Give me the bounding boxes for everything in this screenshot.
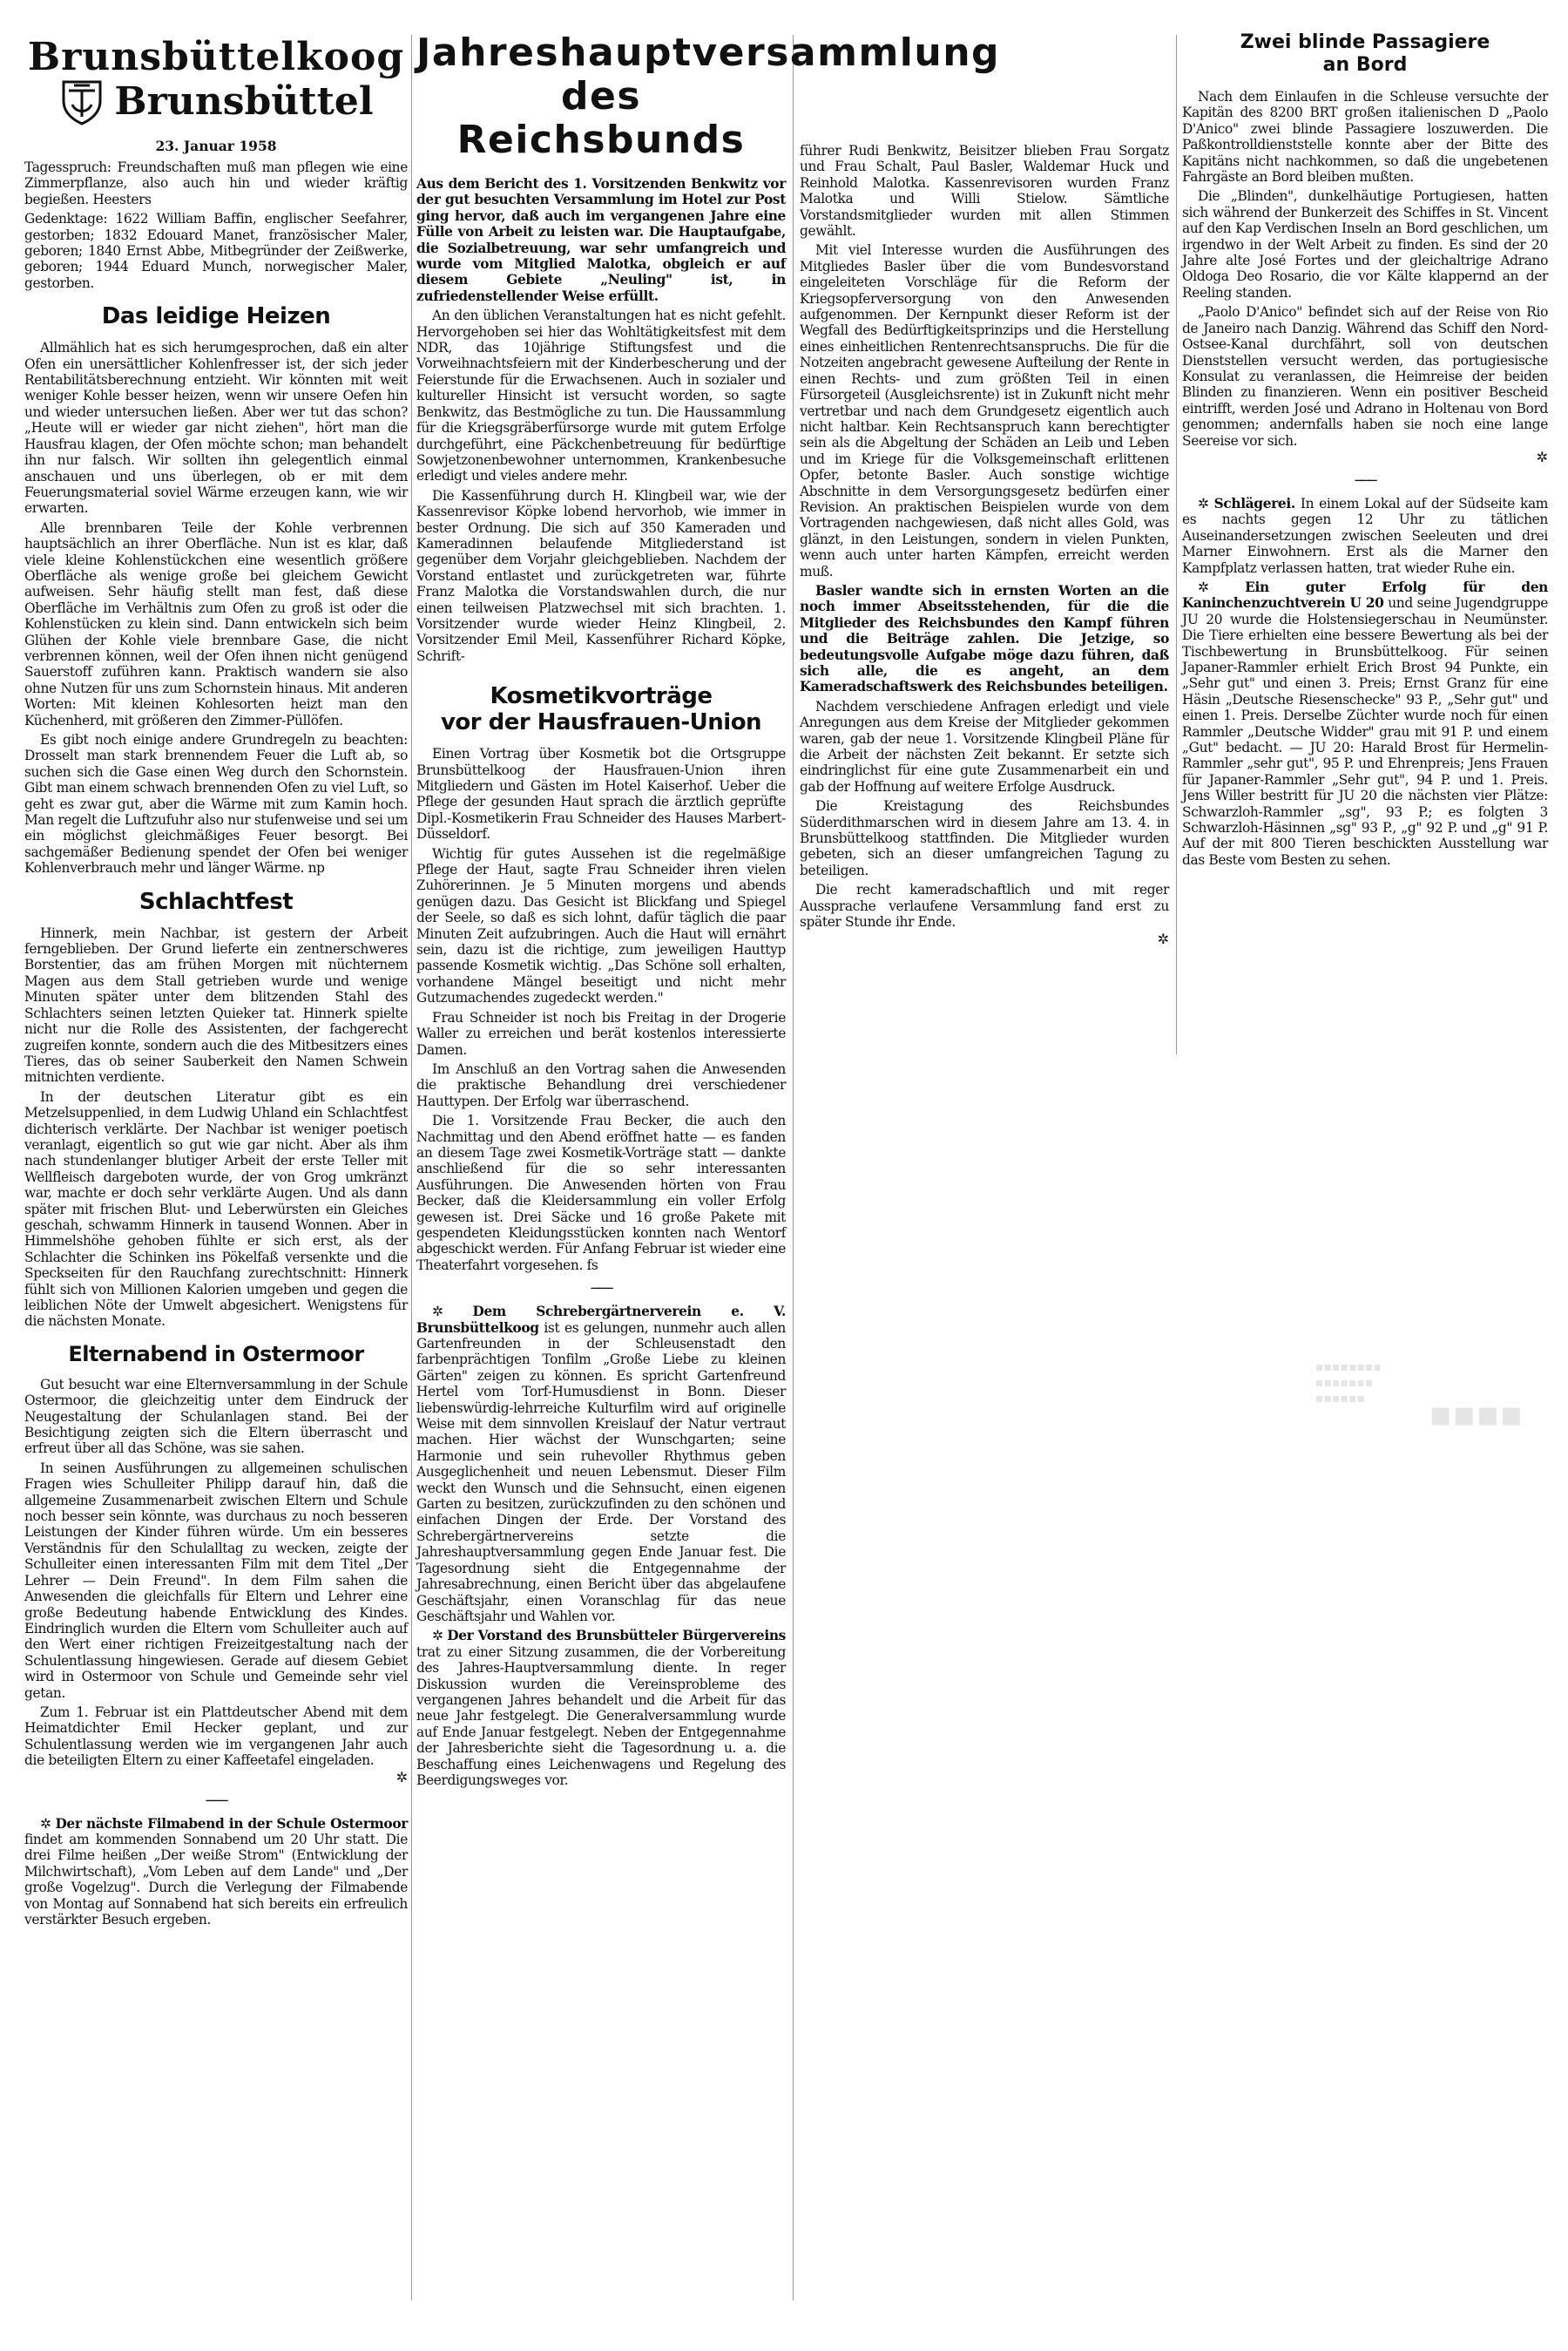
lead-buergerverein: Der Vorstand des Brunsbütteler Bürgervereins [447, 1628, 786, 1644]
paragraph: In der deutschen Literatur gibt es ein Metzelsuppenlied, in dem Ludwig Uhland ein Schlachtfest dichterisch verklärte. Der Nachbar ist weniger poetisch veranlagt, eigentlich so gut wie gar nicht. Aber als ihm nach stundenlanger blutiger Arbeit der erste Teller mit Wellfleisch dargeboten wurde, der von Grog umkränzt war, machte er doch sehr verklärte Augen. Und als dann später mit frischen Blut- und Leberwürsten ein Gleiches geschah, schwamm Hinnerk in tausend Wonnen. Aber in Himmelshöhe gehoben fühlte er sich erst, als der Schlachter die Schinken ins Pökelfaß versenkte und die Speckseiten für den Rauchfang zurechtschnitt: Hinnerk fühlt sich von Millionen Kalorien umgeben und gegen die leiblichen Nöte der Umwelt abgesichert. Wenigstens für die nächsten Monate. [24, 1088, 408, 1330]
masthead-subtitle: Brunsbüttel [114, 79, 374, 124]
star-ornament-icon: ✲ [395, 1768, 408, 1785]
article-title-schlachtfest: Schlachtfest [139, 888, 294, 915]
text-schlaegerei: In einem Lokal auf der Südseite kam es nachts gegen 12 Uhr zu tätlichen Auseinandersetzungen zwischen Seeleuten und drei Marner Einwohnern. Erst als die Marner den Kampfplatz verlassen hatten, trat wieder Ruhe ein. [1182, 495, 1549, 576]
column-divider [793, 35, 794, 2300]
article-title-heizen: Das leidige Heizen [101, 303, 331, 330]
text-buergerverein: trat zu einer Sitzung zusammen, die der Vorbereitung des Jahres-Hauptversammlung diente. In reger Diskussion wurden die Vereinsprobleme des vergangenen Jahres behandelt und die Arbeit für das neue Jahr festgelegt. Die Generalversammlung wurde auf Ende Januar festgelegt. Neben der Entgegennahme der Jahresberichte sieht die Tagesordnung u. a. die Beschaffung eines Leichenwagens und Regelung des Beerdigungsweges vor. [416, 1643, 786, 1788]
paragraph: Die „Blinden", dunkelhäutige Portugiesen, hatten sich während der Bunkerzeit des Schiffes in St. Vincent auf den Kap Verdischen Inseln an Bord geschlichen, um irgendwo in der Welt Arbeit zu finden. Es sind der 20 Jahre alte José Fortes und der gleichaltrige Adrano Oldoga Deo Rosario, die vor Kälte klappernd an der Reeling standen. [1182, 188, 1548, 301]
column-reichsbund-continued [800, 143, 1169, 952]
bleed-through-artifact: ▪▪▪▪▪▪▪▪ ▪▪▪▪▪▪▪ ▪▪▪▪▪▪ [1315, 1360, 1382, 1406]
paragraph-kaninchen: ✲ Ein guter Erfolg für den Kaninchenzuchtverein U 20 und seine Jugendgruppe JU 20 wurde die Holstensiegerschau in Neumünster. Die Tiere erhielten eine bessere Bewertung als bei der Tischbewertung in Brunsbüttelkoog. Für seinen Japaner-Rammler erhielt Erich Brost 94 Punkte, ein „Sehr gut" und einen 3. Preis; Ernst Granz für eine Häsin „Deutsche Riesenschecke" 93 P., „Sehr gut" und einen 1. Preis. Derselbe Züchter wurde noch für einen Rammler „Deutsche Widder" grau mit 91 P. und einem „Gut" bedacht. — JU 20: Harald Brost für Hermelin-Rammler „sehr gut", 95 P. und Ehrenpreis; Jens Frauen für Japaner-Rammler „Sehr gut", 94 P. und 1. Preis. Jens Willer bestritt für JU 20 die nächsten vier Plätze: Schwarzloh-Rammler „sg", 93 P.; es folgten 3 Schwarzloh-Häsinnen „sg" 93 P., „g" 92 P. und „g" 91 P. Auf der mit 800 Tieren beschickten Ausstellung war das Beste vom Besten zu sehen. [1182, 579, 1548, 868]
paragraph: Die Kassenführung durch H. Klingbeil war, wie der Kassenrevisor Köpke lobend hervorhob, wie immer in bester Ordnung. Die sich auf 350 Kameraden und Kameradinnen belaufende Mitgliederstand ist gegenüber dem Vorjahr gleichgeblieben. Nachdem der Vorstand entlastet und zurückgetreten war, führte Franz Malotka die Vorstandswahlen durch, die nur einen teilweisen Platzwechsel mit sich brachten. 1. Vorsitzender wurde wieder Heinz Klingbeil, 2. Vorsitzender Emil Meil, Kassenführer Richard Köpke, Schrift- [416, 487, 786, 664]
paragraph: führer Rudi Benkwitz, Beisitzer blieben Frau Sorgatz und Frau Schalt, Paul Basler, Waldemar Huck und Reinhold Malotka. Kassenrevisoren wurden Franz Malotka und Willi Stielow. Sämtliche Vorstandsmitglieder wurden mit allen Stimmen gewählt. [800, 143, 1169, 240]
column-local-news [24, 31, 408, 1931]
text-kaninchen: und seine Jugendgruppe JU 20 wurde die Holstensiegerschau in Neumünster. Die Tiere erhielten eine bessere Bewertung als bei der Tischbewertung in Brunsbüttelkoog. Für seinen Japaner-Rammler erhielt Erich Brost 94 Punkte, ein „Sehr gut" und einen 3. Preis; Ernst Granz für eine Häsin „Deutsche Riesenschecke" 93 P., „Sehr gut" und einen 1. Preis. Derselbe Züchter wurde noch für einen Rammler „Deutsche Widder" grau mit 91 P. und einem „Gut" bedacht. — JU 20: Harald Brost für Hermelin-Rammler „sehr gut", 95 P. und Ehrenpreis; Jens Frauen für Japaner-Rammler „Sehr gut", 94 P. und 1. Preis. Jens Willer bestritt für JU 20 die nächsten vier Plätze: Schwarzloh-Rammler „sg", 93 P.; es folgten 3 Schwarzloh-Häsinnen „sg" 93 P., „g" 92 P. und „g" 91 P. Auf der mit 800 Tieren beschickten Ausstellung war das Beste vom Besten zu sehen. [1182, 595, 1548, 868]
paragraph: Zum 1. Februar ist ein Plattdeutscher Abend mit dem Heimatdichter Emil Hecker geplant, und zur Schulentlassung werden wie im vergangenen Jahr auch die beteiligten Eltern zu einer Kaffeetafel eingeladen. [24, 1704, 408, 1769]
star-ornament-icon: ✲ [1536, 448, 1548, 465]
paragraph: Die recht kameradschaftlich und mit reger Aussprache verlaufene Versammlung fand erst zu später Stunde ihr Ende. [800, 882, 1169, 931]
separator-ornament-icon: ─── [591, 1280, 612, 1297]
paragraph: Mit viel Interesse wurden die Ausführungen des Mitgliedes Basler über die vom Bundesvorstand eingeleiteten Vorschläge für die Reform der Kriegsopferversorgung von den Anwesenden aufgenommen. Der Kernpunkt dieser Reform ist der Wegfall des Bedürftigkeitsprinzips und die Herstellung eines einheitlichen Rentenrechtsanspruchs. Die für die Notzeiten angebracht gewesene Aufteilung der Rente in einen Rechts- und zum größten Teil in einen Fürsorgeteil (Ausgleichsrente) ist in Zukunft nicht mehr vertretbar und nach dem Grundgesetz eigentlich auch nicht haltbar. Kein Rechtsanspruch kann berechtigter sein als die Abgeltung der Schäden an Leib und Leben und im Kriege für die Volksgemeinschaft erlittenen Opfer, betonte Basler. Auch sonstige wichtige Abschnitte in dem Versorgungsgesetz bedürfen einer Revision. An praktischen Beispielen wurde von dem Vortragenden nachgewiesen, daß nicht alles Gold, was glänzt, in den Leistungen, sondern in vielen Punkten, wenn auch unter harten Kämpfen, erreicht werden muß. [800, 242, 1169, 579]
paragraph: An den üblichen Veranstaltungen hat es nicht gefehlt. Hervorgehoben sei hier das Wohltätigkeitsfest mit dem NDR, das 10jährige Stiftungsfest und die Vorweihnachtsfeiern mit der Kinderbescherung und der Feierstunde für die Erwachsenen. Auch in sozialer und kultureller Hinsicht ist versucht worden, so sagte Benkwitz, das Bestmögliche zu tun. Die Haussammlung für die Kriegsgräberfürsorge wurde mit gutem Erfolge durchgeführt, eine Päckchenbetreuung für bedürftige Sowjetzonenbewohner unternommen, Krankenbesuche erledigt und vieles andere mehr. [416, 308, 786, 484]
star-ornament-icon: ✲ [1157, 930, 1169, 947]
article-title-passagiere [1182, 31, 1548, 77]
article-title-kosmetik [416, 683, 786, 735]
passagiere-title-line1: Zwei blinde Passagiere [1240, 31, 1490, 53]
paragraph: Allmählich hat es sich herumgesprochen, daß ein alter Ofen ein unersättlicher Kohlenfresser ist, der sich jeder Rentabilitätsberechnung entzieht. Wir könnten mit weit weniger Kohle besser heizen, wenn wir unsere Oefen hin und wieder untersuchen ließen. Aber wer tut das schon? „Heute will er wieder gar nicht ziehen", hört man die Hausfrau klagen, der Ofen möchte schon; man behandelt ihn nur falsch. Wir sollten ihn gelegentlich einmal anschauen und uns überlegen, ob er mit dem Feuerungsmaterial soviel Wärme erzeugen kann, wie wir erwarten. [24, 340, 408, 517]
paragraph: Es gibt noch einige andere Grundregeln zu beachten: Drosselt man stark brennendem Feuer die Luft ab, so suchen sich die Gase einen Weg durch den Schornstein. Gibt man einem schwach brennenden Ofen zu viel Luft, so geht es zwar gut, aber die Wärme mit zum Kamin hoch. Man regelt die Luftzufuhr also nur stufenweise und sei um ein möglichst gleichmäßiges Feuer besorgt. Bei sachgemäßer Bedienung spendet der Ofen bei weniger Kohlenverbrauch mehr und länger Wärme. np [24, 732, 408, 877]
paragraph: Die Kreistagung des Reichsbundes Süderdithmarschen wird in diesem Jahre am 13. 4. in Brunsbüttelkoog stattfinden. Die Mitglieder wurden gebeten, sich an dieser umfangreichen Tagung zu beteiligen. [800, 798, 1169, 878]
kosmetik-title-line1: Kosmetikvorträge [490, 683, 713, 710]
gedenktage: Gedenktage: 1622 William Baffin, englischer Seefahrer, gestorben; 1832 Edouard Manet, französischer Maler, geboren; 1840 Ernst Abbe, Mitbegründer der Zeißwerke, geboren; 1944 Eduard Munch, norwegischer Maler, gestorben. [24, 211, 408, 291]
bold-paragraph: Basler wandte sich in ernsten Worten an die noch immer Abseitsstehenden, für die die Mitglieder des Reichsbundes den Kampf führen und die Beiträge zahlen. Die Jetzige, so bedeutungsvolle Aufgabe möge dazu führen, daß sich alle, die es angeht, an dem Kameradschaftswerk des Reichsbundes beteiligen. [800, 582, 1169, 695]
paragraph-schreber: ✲ Dem Schrebergärtnerverein e. V. Brunsbüttelkoog ist es gelungen, nunmehr auch allen Gartenfreunden in der Schleusenstadt den farbenprächtigen Tonfilm „Große Liebe zu kleinen Gärten" zeigen zu können. Es spricht Gartenfreund Hertel vom Torf-Humusdienst in Bonn. Dieser liebenswürdig-lehrreiche Kulturfilm wird auf originelle Weise mit dem sinnvollen Kreislauf der Natur vertraut machen. Hier wächst der Wunschgarten; seine Harmonie und sein ruhevoller Rhythmus geben Ausgeglichenheit und neuen Lebensmut. Dieser Film weckt den Wunsch und die Sehnsucht, einen eigenen Garten zu besitzen, zurückzufinden zu den schönen und einfachen Dingen der Erde. Der Vorstand des Schrebergärtnervereins setzte die Jahreshauptversammlung gegen Ende Januar fest. Die Tagesordnung sieht die Entgegennahme der Jahresabrechnung, einen Bericht über das abgelaufene Geschäftsjahr, einen Voranschlag für das neue Geschäftsjahr und Wahlen vor. [416, 1304, 787, 1624]
column-divider [411, 35, 412, 2300]
paragraph: „Paolo D'Anico" befindet sich auf der Reise von Rio de Janeiro nach Danzig. Während das Schiff den Nord-Ostsee-Kanal durchfährt, soll von deutschen Dienststellen versucht werden, das portugiesische Konsulat zu veranlassen, die Heimreise der beiden Blinden zu finanzieren. Wenn ein positiver Bescheid eintrifft, werden José und Adrano in Holtenau von Bord genommen; andernfalls haben sie noch eine lange Seereise vor sich. [1182, 304, 1548, 449]
lead-paragraph: Aus dem Bericht des 1. Vorsitzenden Benkwitz vor der gut besuchten Versammlung im Hotel zur Post ging hervor, daß auch im vergangenen Jahre eine Fülle von Arbeit zu leisten war. Die Hauptaufgabe, die Sozialbetreuung, war sehr umfangreich und wurde vom Mitglied Malotka, obgleich er auf diesem Gebiete „Neuling" ist, in zufriedenstellender Weise erfüllt. [416, 176, 786, 304]
main-headline-line1: Jahreshauptversammlung [416, 30, 1001, 75]
paragraph-schlaegerei: ✲ Schlägerei. In einem Lokal auf der Südseite kam es nachts gegen 12 Uhr zu tätlichen Auseinandersetzungen zwischen Seeleuten und drei Marner Einwohnern. Erst als die Marner den Kampfplatz verlassen hatten, trat wieder Ruhe ein. [1182, 495, 1549, 576]
tagesspruch: Tagesspruch: Freundschaften muß man pflegen wie eine Zimmerpflanze, also auch hin und wieder kräftig begießen. Heesters [24, 159, 408, 207]
paragraph-filmabend: ✲ Der nächste Filmabend in der Schule Ostermoor findet am kommenden Sonnabend um 20 Uhr statt. Die drei Filme heißen „Der weiße Strom" (Entwicklung der Milchwirtschaft), „Vom Leben auf dem Lande" und „Der große Vogelzug". Durch die Verlegung der Filmabende von Montag auf Sonnabend hat sich bereits ein erfreulich verstärkter Besuch ergeben. [24, 1815, 408, 1928]
paragraph: Im Anschluß an den Vortrag sahen die Anwesenden die praktische Behandlung drei verschiedener Hauttypen. Der Erfolg war überraschend. [416, 1060, 786, 1109]
separator-ornament-icon: ─── [1355, 471, 1375, 489]
separator-ornament-icon: ─── [206, 1792, 226, 1809]
paragraph: Nachdem verschiedene Anfragen erledigt und viele Anregungen aus dem Kreise der Mitglieder gekommen waren, gab der neue 1. Vorsitzende Klingbeil Pläne für die Arbeit der nächsten Zeit bekannt. Er setzte sich eindringlichst für eine gute Zusammenarbeit ein und gab der Hoffnung auf weitere Erfolge Ausdruck. [800, 698, 1169, 795]
paragraph: Die 1. Vorsitzende Frau Becker, die auch den Nachmittag und den Abend eröffnet hatte — es fanden an diesem Tage zwei Kosmetik-Vorträge statt — dankte anschließend für die so sehr interessanten Ausführungen. Die Anwesenden hörten von Frau Becker, daß die Kleidersammlung ein voller Erfolg gewesen ist. Drei Säcke und 16 große Pakete mit gespendeten Kleidungsstücken konnten nach Wentorf abgeschickt werden. Für Anfang Februar ist wieder eine Theaterfahrt vorgesehen. fs [416, 1113, 787, 1273]
masthead-title: Brunsbüttelkoog [27, 35, 405, 79]
paragraph: Alle brennbaren Teile der Kohle verbrennen hauptsächlich an ihrer Oberfläche. Nun ist es klar, daß viele kleine Kohlenstückchen eine wesentlich größere Oberfläche als wenige große bei gleichem Gewicht aufweisen. Sehr häufig stellt man fest, daß diese Oberfläche im Verhältnis zum Ofen zu groß ist oder die Kohlenstücken zu klein sind. Dann entwickeln sich beim Glühen der Kohle viele brennbare Gase, die nicht verbrennen können, weil der Ofen ihnen nicht genügend Sauerstoff zuführen kann. Praktisch wandern sie also ohne Nutzen für uns zum Schornstein hinaus. Mit anderen Worten: Mit kleinen Kohlesorten heizt man den Küchenherd, mit größeren den Zimmer-Püllöfen. [24, 519, 408, 728]
paragraph-buergerverein: ✲ Der Vorstand des Brunsbütteler Bürgervereins trat zu einer Sitzung zusammen, die der Vorbereitung des Jahres-Hauptversammlung diente. In reger Diskussion wurden die Vereinsprobleme des vergangenen Jahres behandelt und die Arbeit für das neue Jahr festgelegt. Die Generalversammlung wurde auf Ende Januar festgelegt. Neben der Entgegennahme der Jahresberichte sieht die Tagesordnung u. a. die Beschaffung eines Leichenwagens und Regelung des Beerdigungsweges vor. [416, 1628, 786, 1788]
lead-schlaegerei: Schlägerei. [1213, 495, 1295, 512]
text-schreber: ist es gelungen, nunmehr auch allen Gartenfreunden in der Schleusenstadt den farbenprächtigen Tonfilm „Große Liebe zu kleinen Gärten" zeigen zu können. Es spricht Gartenfreund Hertel vom Torf-Humusdienst in Bonn. Dieser liebenswürdig-lehrreiche Kulturfilm wird auf originelle Weise mit dem sinnvollen Kreislauf der Natur vertraut machen. Hier wächst der Wunschgarten; seine Harmonie und sein ruhevoller Rhythmus geben Ausgeglichenheit und neuen Lebensmut. Dieser Film weckt den Wunsch und die Sehnsucht, einen eigenen Garten zu besitzen, zurückzufinden zu den schönen und einfachen Dingen der Erde. Der Vorstand des Schrebergärtnervereins setzte die Jahreshauptversammlung gegen Ende Januar fest. Die Tagesordnung sieht die Entgegennahme der Jahresabrechnung, einen Bericht über das abgelaufene Geschäftsjahr, einen Voranschlag für das neue Geschäftsjahr und Wahlen vor. [416, 1319, 786, 1624]
paragraph: In seinen Ausführungen zu allgemeinen schulischen Fragen wies Schulleiter Philipp darauf hin, daß die allgemeine Zusammenarbeit zwischen Eltern und Schule noch besser sein könnte, was durchaus zu noch besseren Leistungen der Kinder führen würde. Um ein besseres Verständnis für den Schulalltag zu wecken, zeigte der Schulleiter einen interessanten Film mit dem Titel „Der Lehrer — Dein Freund". In dem Film sahen die Anwesenden die gleichfalls für Eltern und Lehrer eine große Bedeutung habende Entwicklung des Kindes. Eindringlich wurden die Eltern vom Schulleiter auch auf den Wert einer richtigen Freizeitgestaltung nach der Schulentlassung hingewiesen. Gerade auf diesem Gebiet wird in Ostermoor von Schule und Gemeinde sehr viel getan. [24, 1460, 408, 1701]
lead-schreber: Dem Schrebergärtnerverein e. V. Brunsbüttelkoog [416, 1304, 787, 1336]
column-passagiere [1182, 31, 1548, 871]
main-headline-line2: des Reichsbunds [456, 74, 746, 162]
paragraph: Frau Schneider ist noch bis Freitag in der Drogerie Waller zu erreichen und berät kostenlos interessierte Damen. [416, 1009, 786, 1058]
text-filmabend: findet am kommenden Sonnabend um 20 Uhr statt. Die drei Filme heißen „Der weiße Strom" (Entwicklung der Milchwirtschaft), „Vom Leben auf dem Lande" und „Der große Vogelzug". Durch die Verlegung der Filmabende von Montag auf Sonnabend hat sich bereits ein erfreulich verstärkter Besuch ergeben. [24, 1831, 408, 1928]
issue-date: 23. Januar 1958 [155, 138, 277, 154]
masthead-row [24, 78, 408, 125]
paragraph: Wichtig für gutes Aussehen ist die regelmäßige Pflege der Haut, sagte Frau Schneider ihren vielen Zuhörerinnen. Je 5 Minuten morgens und abends genügen dazu. Das Gesicht ist Blickfang und Spiegel der Seele, so daß es sich lohnt, dafür täglich die paar Minuten Zeit aufzubringen. Auch die Haut will ernährt sein, dazu ist die richtige, zum jeweiligen Hauttyp passende Kosmetik wichtig. „Das Schöne soll erhalten, vorhandene Mängel beseitigt und nicht mehr Gutzumachendes zugedeckt werden." [416, 845, 786, 1006]
column-divider [1176, 35, 1177, 1054]
paragraph: Nach dem Einlaufen in die Schleuse versuchte der Kapitän des 8200 BRT großen italienischen D „Paolo D'Anico" zwei blinde Passagiere loszuwerden. Die Paßkontrolldienststelle konnte aber der Bitte des Kapitäns nicht nachkommen, so daß die ungebetenen Fahrgäste an Bord bleiben mußten. [1182, 89, 1548, 186]
kosmetik-title-line2: vor der Hausfrauen-Union [440, 709, 762, 736]
paragraph: Einen Vortrag über Kosmetik bot die Ortsgruppe Brunsbüttelkoog der Hausfrauen-Union ihren Mitgliedern und Gästen im Hotel Kaiserhof. Ueber die Pflege der gesunden Haut sprach die ärztlich geprüfte Dipl.-Kosmetikerin Frau Schneider des Hauses Marbert-Düsseldorf. [416, 746, 786, 843]
paragraph: Hinnerk, mein Nachbar, ist gestern der Arbeit ferngeblieben. Der Grund lieferte ein zentnerschweres Borstentier, das am frühen Morgen mit nüchternem Magen aus dem Stall getrieben wurde und wenige Minuten später unter dem blitzenden Stahl des Schlachters seinen letzten Quieker tat. Hinnerk spielte nicht nur die Rolle des Assistenten, der fachgerecht zugreifen konnte, sondern auch die des Mitbesitzers eines Tieres, das ob seiner Sauberkeit den Namen Schwein mitnichten verdiente. [24, 925, 408, 1086]
paragraph: Gut besucht war eine Elternversammlung in der Schule Ostermoor, die gleichzeitig unter dem Eindruck der Neugestaltung der Schulanlagen stand. Bei der Besichtigung zeigten sich die Eltern überrascht und erfreut über all das Schöne, was sie sahen. [24, 1376, 408, 1457]
bleed-through-artifact: ▪▪▪▪ [1429, 1394, 1524, 1434]
lead-filmabend: Der nächste Filmabend in der Schule Ostermoor [55, 1815, 408, 1832]
article-title-elternabend: Elternabend in Ostermoor [68, 1341, 364, 1366]
coat-of-arms-icon [58, 78, 105, 125]
lead-kaninchen: Ein guter Erfolg für den Kaninchenzuchtverein U 20 [1182, 579, 1548, 612]
main-headline [416, 30, 1001, 162]
passagiere-title-line2: an Bord [1322, 54, 1408, 76]
